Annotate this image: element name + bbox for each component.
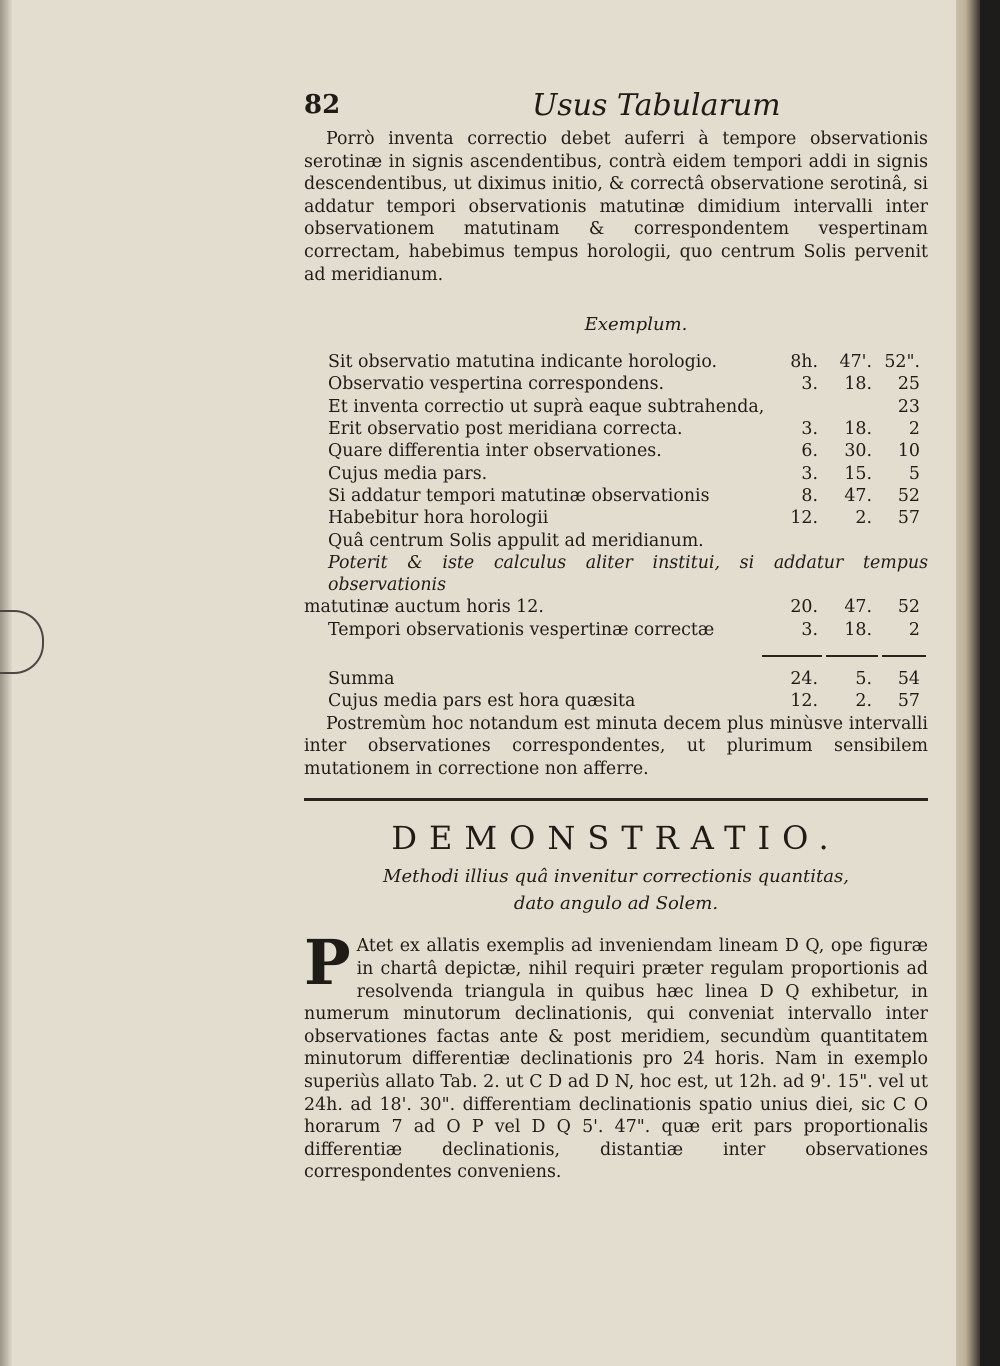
row-hours: 20.: [790, 597, 818, 618]
final-paragraph: Atet ex allatis exemplis ad inveniendam lineam D Q, ope figuræ in chartâ depictæ, nihil requiri præter regulam proportionis ad resolvenda triangula in quibus hæc linea D Q exhibetur, in numerum minutorum declinationis, qui conveniat intervallo inter observationes factas ante & post meridiem, secundùm quantitatem minutorum differentiæ declinationis pro 24 horis. Nam in exemplo superiùs allato Tab. 2. ut C D ad D N, hoc est, ut 12h. ad 9'. 15". vel ut 24h. ad 18'. 30". differentiam declinationis spatio unius diei, sic C O horarum 7 ad O P vel D Q 5'. 47". quæ erit pars proportionalis differentiæ declinationis, distantiæ inter observationes correspondentes conveniens.: [304, 936, 928, 1183]
row-hours: 6.: [801, 441, 818, 462]
row-seconds: 25: [897, 374, 920, 395]
drop-cap: P: [304, 926, 351, 1000]
row-minutes: 2.: [855, 691, 872, 712]
poterit-line: Poterit & iste calculus aliter institui, si addatur tempus observationis: [328, 552, 928, 596]
row-hours: 3.: [801, 619, 818, 640]
table-row: [304, 690, 928, 712]
table-row: [304, 619, 928, 641]
postremum-paragraph: Postremùm hoc notandum est minuta decem plus minùsve intervalli inter observationes correspondentes, ut plurimum sensibilem mutationem in correctione non afferre.: [304, 713, 928, 779]
table-row: [304, 596, 928, 618]
final-paragraph-block: [304, 926, 928, 1184]
row-label: Si addatur tempori matutinæ observationis: [328, 485, 710, 506]
row-minutes: 30.: [844, 441, 872, 462]
subtitle-line: Methodi illius quâ invenitur correctionis quantitas,: [383, 866, 849, 888]
page-left-edge: [0, 0, 12, 1366]
qua-line: Quâ centrum Solis appulit ad meridianum.: [328, 530, 704, 551]
page-right-edge: [956, 0, 980, 1366]
page-content: [304, 88, 928, 1184]
row-seconds: 54: [897, 669, 920, 690]
row-label: Summa: [328, 669, 395, 690]
section-rule: [304, 798, 928, 801]
table-row: [304, 507, 928, 529]
row-minutes: 18.: [844, 619, 872, 640]
row-hours: 12.: [790, 691, 818, 712]
row-label: Observatio vespertina correspondens.: [328, 374, 665, 395]
row-seconds: 2: [908, 619, 920, 640]
subtitle-line: dato angulo ad Solem.: [513, 893, 719, 915]
row-label: Sit observatio matutina indicante horologio.: [328, 352, 718, 373]
row-minutes: 15.: [844, 463, 872, 484]
row-hours: 8h.: [790, 352, 818, 373]
row-label: Cujus media pars.: [328, 463, 488, 484]
row-hours: 8.: [801, 485, 818, 506]
table-row: [304, 418, 928, 440]
demonstratio-subtitle: [304, 863, 928, 917]
row-minutes: 18.: [844, 419, 872, 440]
table-row: [304, 373, 928, 395]
row-hours: [766, 396, 818, 418]
row-hours: 24.: [790, 669, 818, 690]
row-hours: 12.: [790, 508, 818, 529]
row-minutes: [818, 396, 872, 418]
intro-paragraph: Porrò inventa correctio debet auferri à tempore observationis serotinæ in signis ascendentibus, contrà eidem tempori addi in signis descendentibus, ut diximus initio, & correctâ observatione serotinâ, si addatur tempori observationis matutinæ dimidium intervalli inter observationem matutinam & correspondentem vespertinam correctam, habebimus tempus horologii, quo centrum Solis pervenit ad meridianum.: [304, 129, 928, 285]
row-seconds: 5: [908, 463, 920, 484]
row-hours: 3.: [801, 463, 818, 484]
row-label: Cujus media pars est hora quæsita: [328, 691, 636, 712]
row-seconds: 52: [897, 597, 920, 618]
row-label: Tempori observationis vespertinæ correctæ: [328, 619, 715, 640]
row-seconds: 57: [897, 691, 920, 712]
sum-rule: [304, 655, 928, 658]
row-seconds: 2: [908, 419, 920, 440]
row-minutes: 18.: [844, 374, 872, 395]
row-seconds: 57: [897, 508, 920, 529]
row-seconds: 52: [897, 485, 920, 506]
example-table: [304, 351, 928, 712]
row-minutes: 47.: [844, 485, 872, 506]
table-row: [304, 440, 928, 462]
table-row: [304, 668, 928, 690]
row-seconds: 10: [897, 441, 920, 462]
row-label: matutinæ auctum horis 12.: [304, 597, 544, 618]
row-seconds: 52".: [884, 352, 920, 373]
table-row: [304, 463, 928, 485]
row-label: Erit observatio post meridiana correcta.: [328, 419, 683, 440]
table-row: [304, 485, 928, 507]
row-label: Et inventa correctio ut suprà eaque subtrahenda,: [328, 396, 765, 417]
row-minutes: 47'.: [839, 352, 872, 373]
row-seconds: 23: [897, 396, 920, 417]
row-label: Habebitur hora horologii: [328, 508, 549, 529]
page-header: [304, 88, 928, 128]
table-row: [304, 396, 928, 418]
table-row: [304, 351, 928, 373]
row-label: Quare differentia inter observationes.: [328, 441, 662, 462]
row-hours: 3.: [801, 374, 818, 395]
page-number: 82: [304, 90, 341, 120]
page-clip: [0, 610, 44, 674]
row-hours: 3.: [801, 419, 818, 440]
demonstratio-title: DEMONSTRATIO.: [391, 819, 841, 858]
row-minutes: 5.: [855, 669, 872, 690]
running-title: Usus Tabularum: [532, 88, 781, 123]
row-minutes: 2.: [855, 508, 872, 529]
exemplum-heading: Exemplum.: [584, 314, 688, 336]
row-minutes: 47.: [844, 597, 872, 618]
